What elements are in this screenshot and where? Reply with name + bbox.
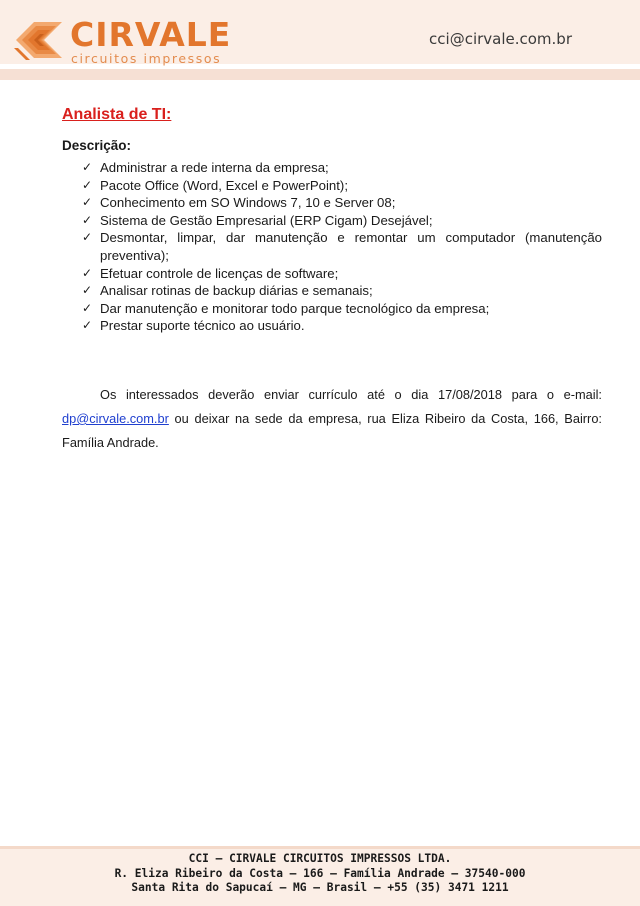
requirement-text: Efetuar controle de licenças de software; [100,265,339,281]
requirement-text: Sistema de Gestão Empresarial (ERP Cigam) Desejável; [100,212,433,228]
list-item [62,159,602,177]
requirements-list [62,159,602,335]
requirement-text: Administrar a rede interna da empresa; [100,160,329,175]
instructions-text-end: ou deixar na sede da empresa, rua Eliza Ribeiro da Costa, 166, Bairro: Família Andrade. [62,410,602,450]
list-item [62,300,602,318]
header-email: cci@cirvale.com.br [429,30,572,48]
checkmark-icon: ✓ [82,283,93,298]
footer-divider [0,846,640,849]
requirement-text: Conhecimento em SO Windows 7, 10 e Server 08; [100,195,396,211]
list-item [62,212,602,230]
footer-address-block [0,852,640,896]
description-label: Descrição: [62,138,132,153]
checkmark-icon: ✓ [82,212,93,227]
requirement-text: Analisar rotinas de backup diárias e semanais; [100,283,373,299]
requirement-text: Pacote Office (Word, Excel e PowerPoint); [100,177,348,193]
list-item [62,265,602,283]
footer-address: R. Eliza Ribeiro da Costa – 166 – Família Andrade – 37540-000 [114,866,526,880]
instructions-text-start: Os interessados deverão enviar currículo até o dia 17/08/2018 para o e-mail: [100,386,602,402]
requirement-text: Prestar suporte técnico ao usuário. [100,318,305,334]
logo-tagline: circuitos impressos [71,51,222,66]
requirement-text: Dar manutenção e monitorar todo parque tecnológico da empresa; [100,300,490,316]
checkmark-icon: ✓ [82,265,93,280]
letterhead-footer [0,846,640,906]
letterhead-header [0,0,640,80]
document-body [62,105,602,468]
list-item [62,317,602,335]
checkmark-icon: ✓ [82,160,93,174]
checkmark-icon: ✓ [82,195,93,210]
application-instructions [62,383,602,455]
checkmark-icon: ✓ [82,318,93,333]
list-item [62,282,602,300]
logo-wordmark: CIRVALE [70,15,232,54]
checkmark-icon: ✓ [82,230,93,245]
list-item [62,177,602,195]
list-item [62,194,602,212]
logo-stripes-icon [12,18,66,64]
company-logo [12,14,232,70]
footer-company: CCI – CIRVALE CIRCUITOS IMPRESSOS LTDA. [188,852,452,865]
header-band [0,69,640,80]
list-item [62,229,602,264]
requirement-text: Desmontar, limpar, dar manutenção e remontar um computador (manutenção preventiva); [100,230,602,263]
hr-email-link[interactable]: dp@cirvale.com.br [62,410,169,426]
checkmark-icon: ✓ [82,300,93,315]
job-title: Analista de TI: [62,106,172,123]
footer-city-phone: Santa Rita do Sapucaí – MG – Brasil – +55 (35) 3471 1211 [131,881,509,894]
checkmark-icon: ✓ [82,177,93,192]
